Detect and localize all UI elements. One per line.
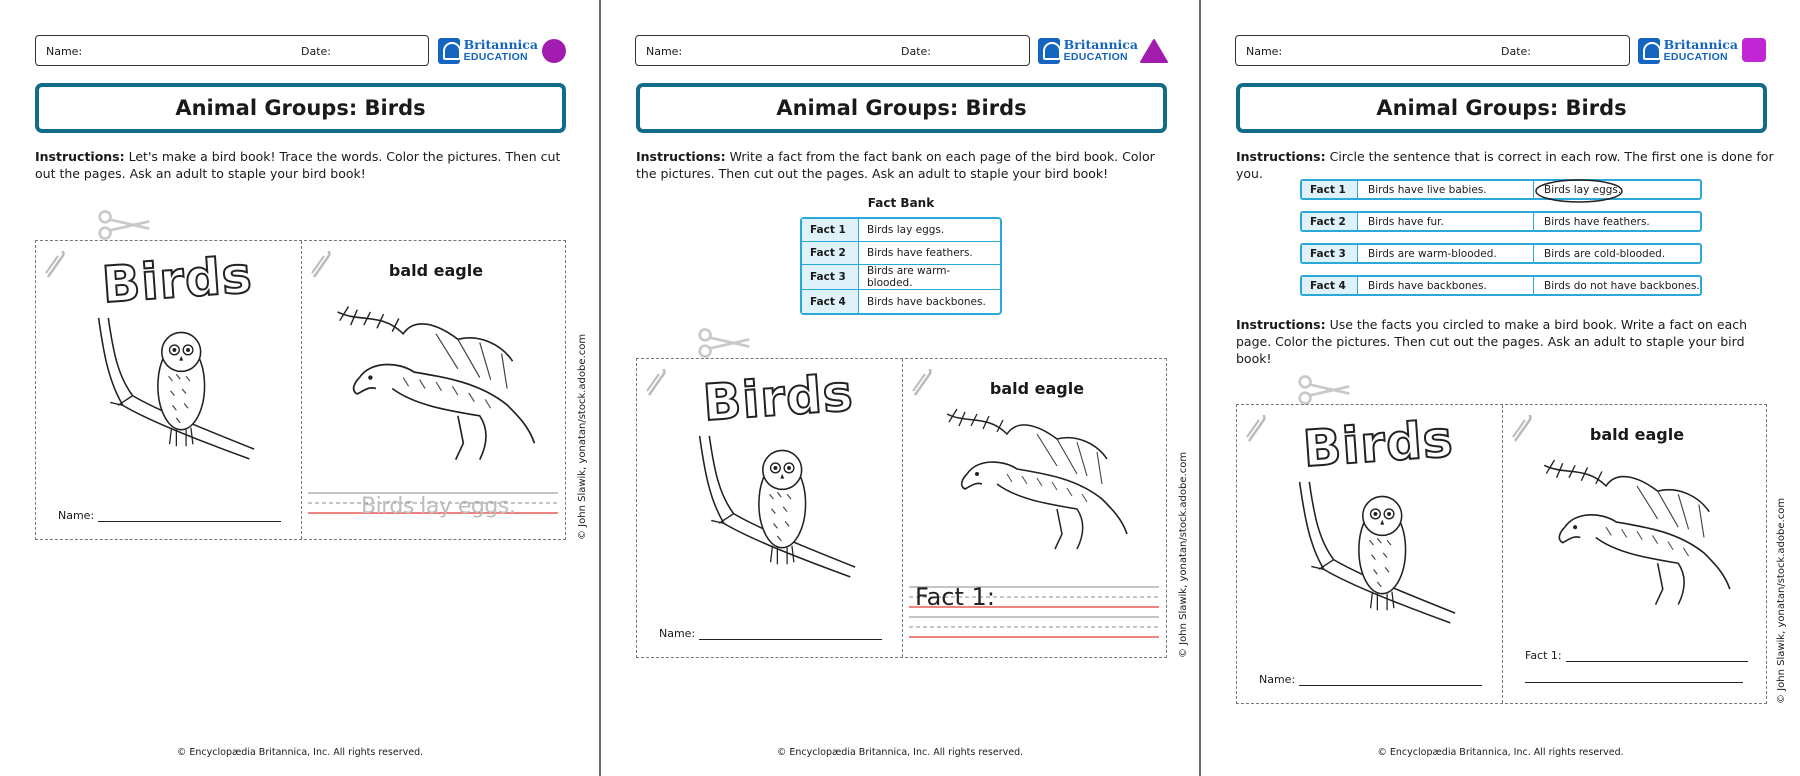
- instructions-label: Instructions:: [1236, 149, 1326, 164]
- worksheet-page-2: [601, 0, 1199, 776]
- book-name-line[interactable]: [659, 627, 882, 640]
- book-page-title: bald eagle: [989, 379, 1085, 398]
- scissors-icon: [1297, 373, 1351, 407]
- date-label: Date:: [301, 45, 331, 58]
- book-page-title: bald eagle: [388, 261, 484, 280]
- brand-edu: EDUCATION: [1663, 51, 1728, 63]
- circled-answer-mark: [1534, 178, 1624, 204]
- fact-bank-row: [802, 265, 1000, 290]
- britannica-logo: [1638, 36, 1738, 66]
- scissors-icon: [97, 208, 151, 242]
- brand-edu: EDUCATION: [463, 51, 528, 63]
- row-key: Fact 1: [1302, 181, 1358, 198]
- photo-credit: © John Slawik, yonatan/stock.adobe.com: [577, 333, 588, 540]
- row-option-a[interactable]: Birds are warm-blooded.: [1358, 245, 1534, 262]
- brand-edu: EDUCATION: [1063, 51, 1128, 63]
- brand-name: Britannica: [1663, 37, 1738, 52]
- book-cover-title: Birds: [1301, 409, 1456, 479]
- row-option-a[interactable]: Birds have backbones.: [1358, 277, 1534, 294]
- brand-name: Britannica: [463, 37, 538, 52]
- trace-sentence: Birds lay eggs.: [361, 494, 516, 519]
- owl-illustration: [74, 313, 269, 488]
- brand-name: Britannica: [1063, 37, 1138, 52]
- fact-write-line-2[interactable]: [1525, 682, 1743, 683]
- name-label: Name:: [646, 45, 683, 58]
- instructions-text: Write a fact from the fact bank on each page of the bird book. Color the pictures. Then cut out the pages. Ask an adult to staple your bird book!: [636, 149, 1155, 181]
- scissors-icon: [697, 326, 751, 360]
- photo-credit: © John Slawik, yonatan/stock.adobe.com: [1776, 497, 1787, 704]
- instructions-label: Instructions:: [35, 149, 125, 164]
- britannica-emblem-icon: [438, 38, 460, 64]
- fact-key: Fact 2: [802, 242, 859, 265]
- book-page-title: bald eagle: [1589, 425, 1685, 444]
- book-cover-title: Birds: [701, 363, 856, 433]
- row-option-b[interactable]: [1534, 184, 1621, 196]
- worksheet-page-1: [0, 0, 600, 776]
- fact-write-line[interactable]: [1525, 649, 1748, 662]
- date-label: Date:: [1501, 45, 1531, 58]
- instructions-text: Use the facts you circled to make a bird book. Write a fact on each page. Color the pictures. Then cut out the pages. Ask an adult to staple your bird book!: [1236, 317, 1748, 366]
- row-option-b[interactable]: Birds are cold-blooded.: [1544, 247, 1666, 260]
- circle-row: [1300, 275, 1702, 296]
- circle-row: [1300, 179, 1702, 200]
- fact-bank-title: Fact Bank: [867, 196, 935, 210]
- photo-credit: © John Slawik, yonatan/stock.adobe.com: [1178, 451, 1189, 658]
- instructions-text: Circle the sentence that is correct in each row. The first one is done for you.: [1236, 149, 1774, 181]
- row-option-a[interactable]: Birds have live babies.: [1358, 181, 1534, 198]
- copyright-footer: © Encyclopædia Britannica, Inc. All rights reserved.: [176, 747, 424, 758]
- fact-value: Birds have feathers.: [859, 242, 1000, 265]
- row-option-b[interactable]: Birds do not have backbones.: [1544, 279, 1700, 292]
- book-name-label: Name:: [659, 627, 696, 640]
- staple-icon: [44, 251, 68, 281]
- fact-label: Fact 1:: [915, 583, 995, 611]
- level-circle-icon: [541, 38, 567, 64]
- row-key: Fact 4: [1302, 277, 1358, 294]
- copyright-footer: © Encyclopædia Britannica, Inc. All rights reserved.: [1377, 747, 1624, 758]
- fact-value: Birds lay eggs.: [859, 219, 1000, 242]
- row-key: Fact 2: [1302, 213, 1358, 230]
- book-cover-title: Birds: [100, 245, 255, 315]
- bird-book-cutout: [1236, 404, 1767, 704]
- fact-key: Fact 4: [802, 290, 859, 313]
- bird-book-cutout: [636, 358, 1167, 658]
- circle-row: [1300, 211, 1702, 232]
- worksheet-page-3: [1201, 0, 1800, 776]
- fact-value: Birds are warm-blooded.: [859, 265, 1000, 290]
- row-option-b[interactable]: Birds have feathers.: [1544, 215, 1650, 228]
- book-name-line[interactable]: [58, 509, 281, 522]
- instructions: [1236, 148, 1776, 182]
- fact-key: Fact 1: [802, 219, 859, 242]
- britannica-emblem-icon: [1638, 38, 1660, 64]
- owl-illustration: [1275, 477, 1470, 652]
- circle-row: [1300, 243, 1702, 264]
- bald-eagle-illustration: [326, 301, 546, 476]
- instructions-label: Instructions:: [1236, 317, 1326, 332]
- bald-eagle-illustration: [1527, 455, 1747, 620]
- britannica-logo: [438, 36, 538, 66]
- name-date-bar[interactable]: [635, 35, 1030, 66]
- owl-illustration: [675, 431, 870, 606]
- bald-eagle-illustration: [927, 404, 1147, 564]
- row-key: Fact 3: [1302, 245, 1358, 262]
- britannica-logo: [1038, 36, 1138, 66]
- page-title: Animal Groups: Birds: [35, 83, 566, 133]
- book-name-line[interactable]: [1259, 673, 1482, 686]
- instructions-2: [1236, 316, 1776, 367]
- instructions: [35, 148, 565, 182]
- bird-book-cutout: [35, 240, 566, 540]
- name-label: Name:: [46, 45, 83, 58]
- name-label: Name:: [1246, 45, 1283, 58]
- fact-value: Birds have backbones.: [867, 295, 986, 308]
- instructions: [636, 148, 1166, 182]
- page-title: Animal Groups: Birds: [1236, 83, 1767, 133]
- name-date-bar[interactable]: [35, 35, 429, 66]
- book-name-label: Name:: [58, 509, 95, 522]
- date-label: Date:: [901, 45, 931, 58]
- row-option-b-text: Birds lay eggs.: [1544, 183, 1622, 196]
- fact-bank-row: [802, 242, 1000, 265]
- copyright-footer: © Encyclopædia Britannica, Inc. All rights reserved.: [776, 747, 1024, 758]
- fact-bank-row: [802, 219, 1000, 242]
- instructions-label: Instructions:: [636, 149, 726, 164]
- instructions-text: Let's make a bird book! Trace the words. Color the pictures. Then cut out the pages. Ask an adult to staple your bird book!: [35, 149, 561, 181]
- page-title: Animal Groups: Birds: [636, 83, 1167, 133]
- level-triangle-icon: [1140, 38, 1168, 64]
- fact-key: Fact 3: [802, 265, 859, 290]
- staple-icon: [1245, 415, 1269, 445]
- staple-icon: [645, 369, 669, 399]
- britannica-emblem-icon: [1038, 38, 1060, 64]
- name-date-bar[interactable]: [1235, 35, 1630, 66]
- book-name-label: Name:: [1259, 673, 1296, 686]
- fact-bank-table: [800, 217, 1002, 315]
- level-square-icon: [1742, 38, 1766, 62]
- fact-label: Fact 1:: [1525, 649, 1562, 662]
- fact-bank-row: [802, 290, 1000, 313]
- row-option-a[interactable]: Birds have fur.: [1358, 213, 1534, 230]
